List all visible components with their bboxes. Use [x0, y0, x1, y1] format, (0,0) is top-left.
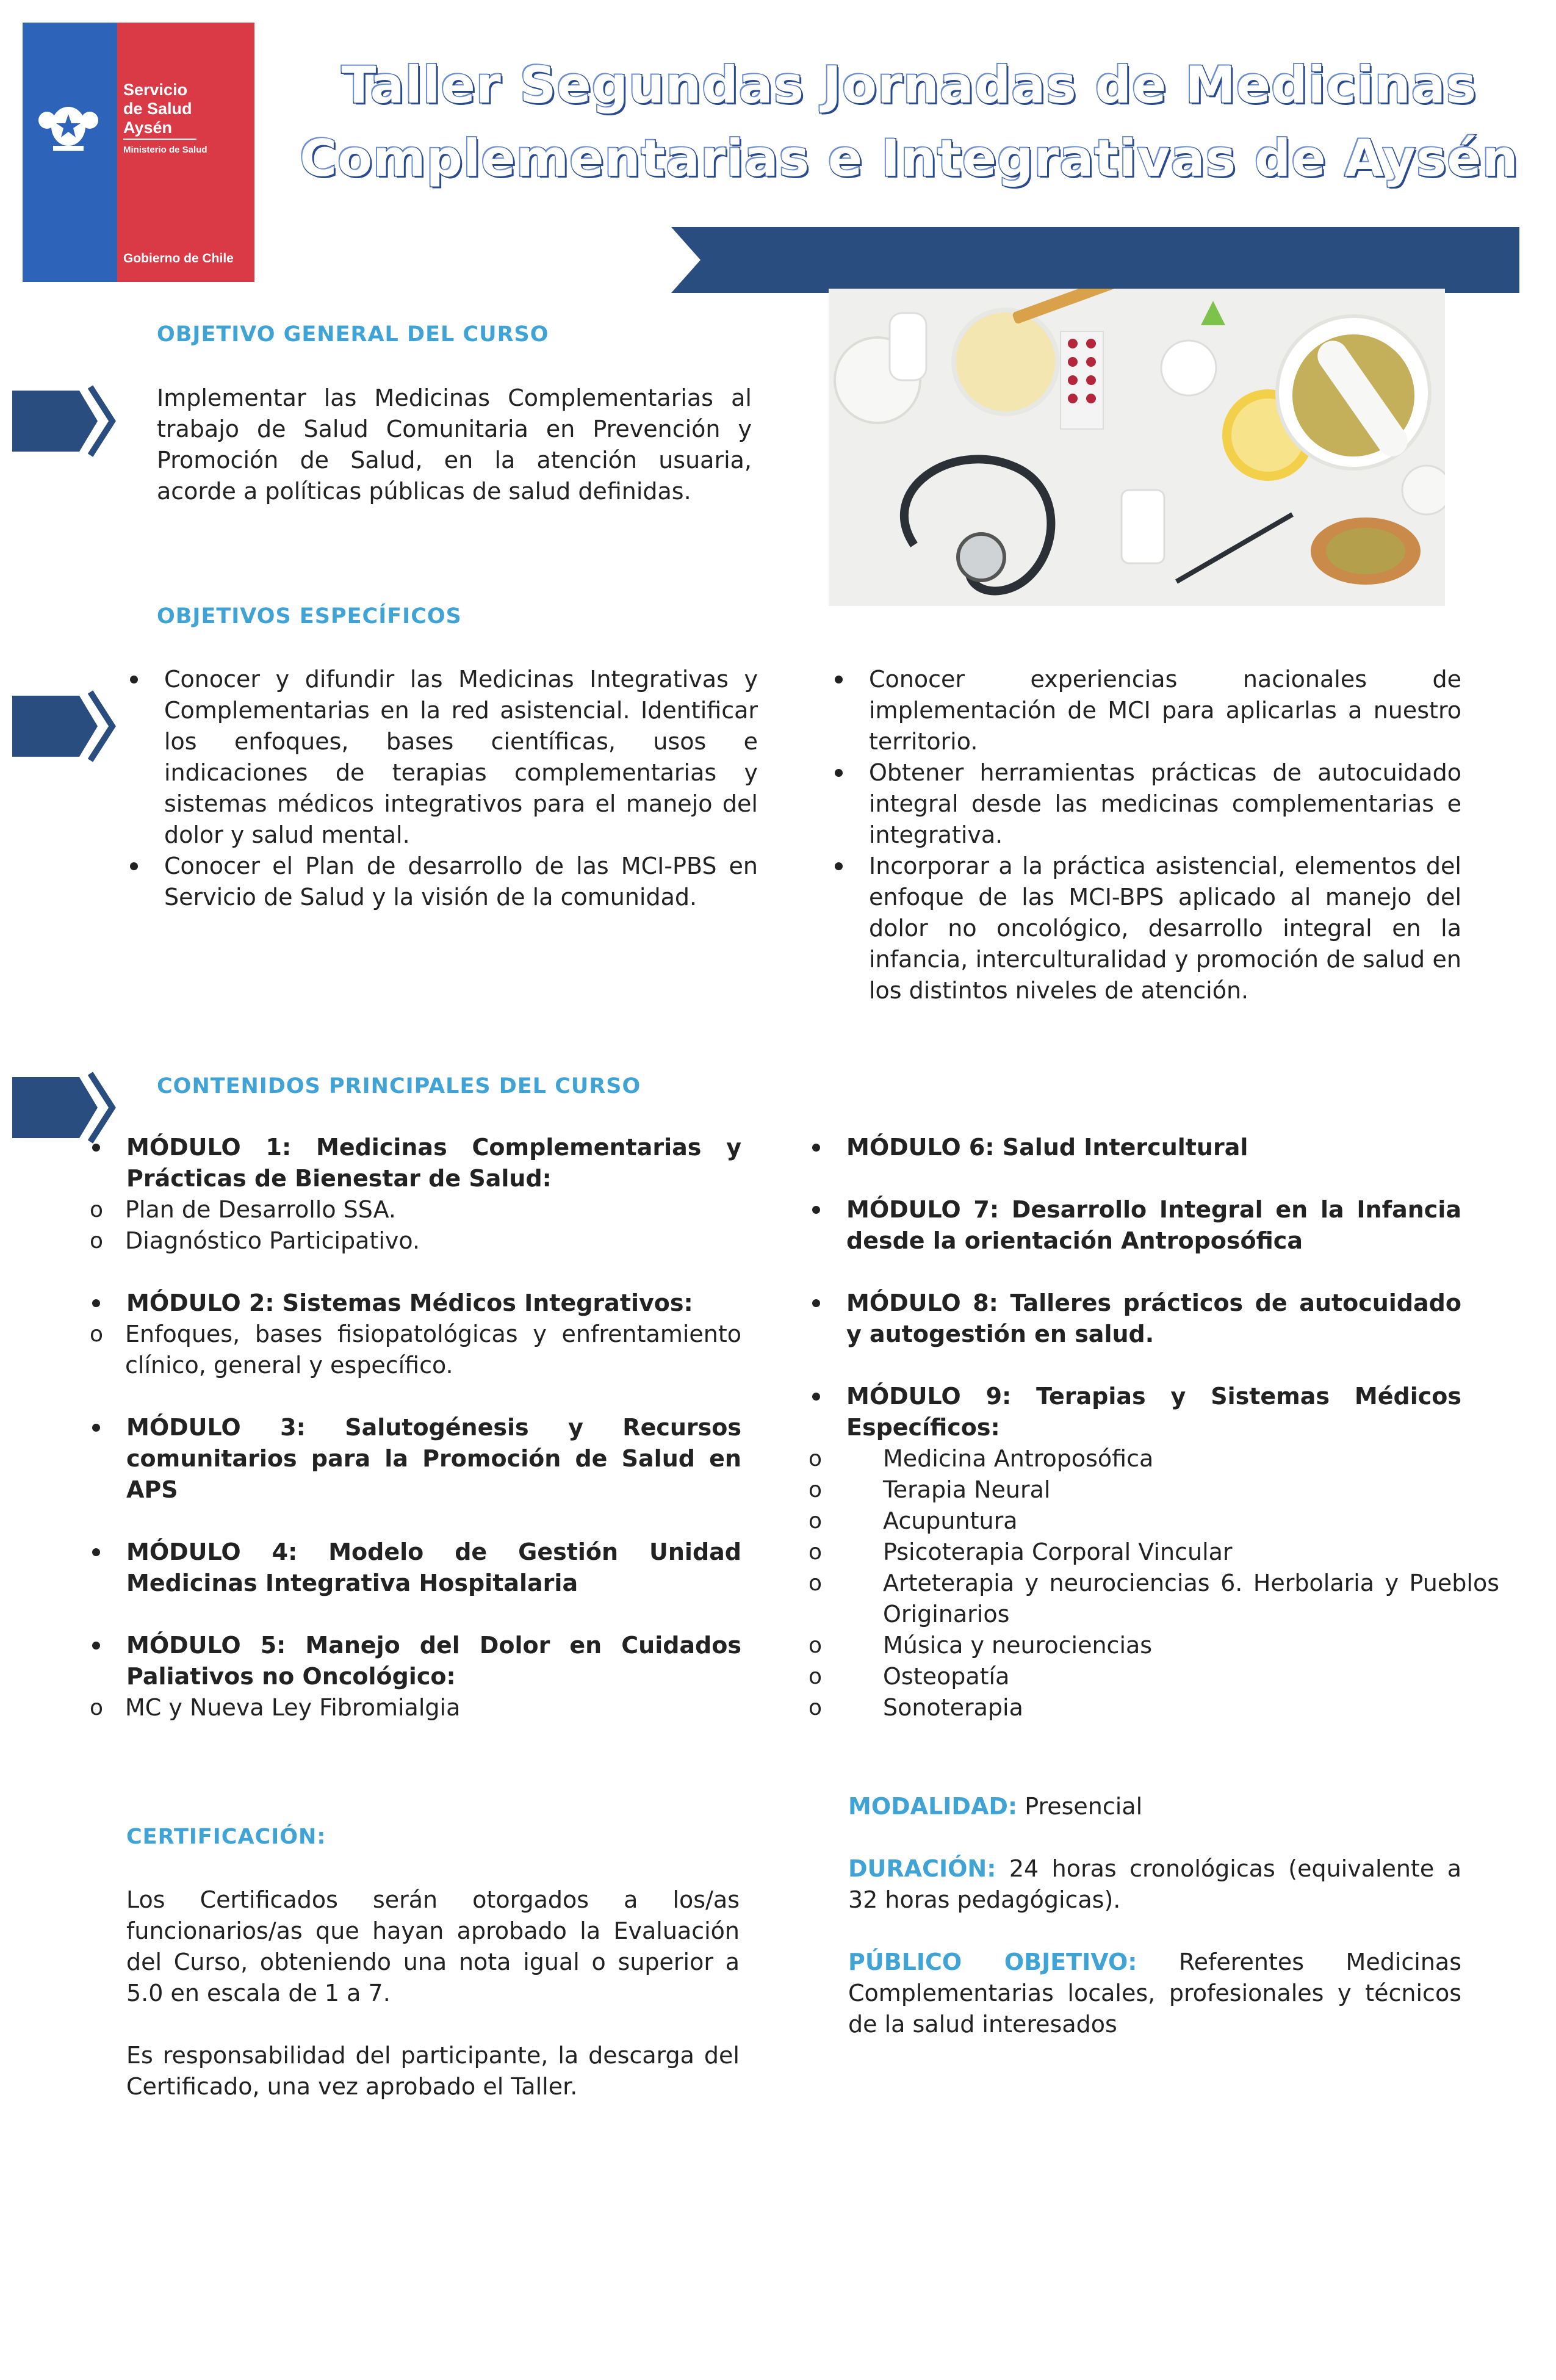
list-item: MÓDULO 4: Modelo de Gestión Unidad Medicinas Integrativa Hospitalaria — [88, 1537, 741, 1599]
modalidad-value: Presencial — [1017, 1793, 1143, 1820]
sub-list-item: o Terapia Neural — [809, 1474, 1499, 1506]
objetivos-especificos-left-list — [126, 664, 758, 913]
list-item: MÓDULO 1: Medicinas Complementarias y Prácticas de Bienestar de Salud: o Plan de Desarrollo SSA. o Diagnóstico Participativo. — [88, 1132, 741, 1257]
sub-list-item: o Psicoterapia Corporal Vincular — [809, 1537, 1499, 1568]
list-item: Obtener herramientas prácticas de autocuidado integral desde las medicinas complementarias e integrativa. — [831, 757, 1461, 851]
contenidos-left-list — [88, 1132, 741, 1723]
list-item: MÓDULO 2: Sistemas Médicos Integrativos: o Enfoques, bases fisiopatológicas y enfrentamiento clínico, general y específico. — [88, 1288, 741, 1381]
sub-list-item: o Arteterapia y neurociencias 6. Herbolaria y Pueblos Originarios — [809, 1568, 1499, 1630]
list-item: MÓDULO 7: Desarrollo Integral en la Infancia desde la orientación Antroposófica — [809, 1194, 1461, 1257]
sub-list-item: o Enfoques, bases fisiopatológicas y enfrentamiento clínico, general y específico. — [88, 1319, 741, 1381]
sub-list-item: o Plan de Desarrollo SSA. — [88, 1194, 741, 1225]
list-item: MÓDULO 3: Salutogénesis y Recursos comunitarios para la Promoción de Salud en APS — [88, 1412, 741, 1506]
list-item: MÓDULO 9: Terapias y Sistemas Médicos Específicos: o Medicina Antroposófica o Terapia Neural o Acupuntura o Psicoterapia Corporal Vincular o Arteterapia y neurociencias 6. Herbolaria y Pueblos Originarios o Música y neurociencias o Osteopatía o Sonoterapia — [809, 1381, 1461, 1723]
page-title: Taller Segundas Jornadas de Medicinas Complementarias e Integrativas de Aysén — [300, 56, 1519, 188]
duracion-label: DURACIÓN: — [848, 1855, 996, 1882]
list-item: MÓDULO 5: Manejo del Dolor en Cuidados Paliativos no Oncológico: o MC y Nueva Ley Fibromialgia — [88, 1630, 741, 1723]
objetivo-general-text: Implementar las Medicinas Complementarias al trabajo de Salud Comunitaria en Prevención y Promoción de Salud, en la atención usuaria, acorde a políticas públicas de salud definidas. — [157, 384, 752, 505]
contenidos-heading: CONTENIDOS PRINCIPALES DEL CURSO — [157, 1074, 641, 1098]
sub-list-item: o Diagnóstico Participativo. — [88, 1225, 741, 1257]
objetivos-especificos-right-list — [831, 664, 1461, 1006]
list-item: Conocer el Plan de desarrollo de las MCI-PBS en Servicio de Salud y la visión de la comunidad. — [126, 851, 758, 913]
sub-list-item: o MC y Nueva Ley Fibromialgia — [88, 1692, 741, 1723]
contenidos-right-list — [809, 1132, 1499, 1723]
certificacion-heading: CERTIFICACIÓN: — [126, 1825, 326, 1849]
sub-list-item: o Medicina Antroposófica — [809, 1443, 1499, 1474]
modalidad-label: MODALIDAD: — [848, 1793, 1018, 1820]
sub-list-item: o Sonoterapia — [809, 1692, 1499, 1723]
duracion — [848, 1853, 1461, 1916]
objetivo-general-heading: OBJETIVO GENERAL DEL CURSO — [157, 322, 549, 347]
chile-coat-of-arms-icon — [35, 90, 102, 157]
list-item: Incorporar a la práctica asistencial, elementos del enfoque de las MCI-BPS aplicado al manejo del dolor no oncológico, desarrollo integral en la infancia, interculturalidad y promoción de salud en los distintos niveles de atención. — [831, 851, 1461, 1006]
list-item: Conocer experiencias nacionales de implementación de MCI para aplicarlas a nuestro territorio. — [831, 664, 1461, 757]
publico-objetivo — [848, 1947, 1461, 2040]
certificacion-text-1: Los Certificados serán otorgados a los/as funcionarios/as que hayan aprobado la Evaluación del Curso, obteniendo una nota igual o superior a 5.0 en escala de 1 a 7. — [126, 1886, 740, 2007]
duracion-value: 24 horas cronológicas (equivalente a 32 horas pedagógicas). — [848, 1855, 1461, 1913]
modalidad — [848, 1791, 1461, 1822]
section-arrow-icon — [12, 384, 116, 458]
section-arrow-icon — [12, 690, 116, 763]
logo-ministry: Ministerio de Salud — [123, 145, 207, 155]
list-item: MÓDULO 6: Salud Intercultural — [809, 1132, 1461, 1163]
logo-name: Servicio de Salud Aysén — [123, 81, 192, 137]
objetivos-especificos-heading: OBJETIVOS ESPECÍFICOS — [157, 604, 462, 629]
list-item: Conocer y difundir las Medicinas Integrativas y Complementarias en la red asistencial. Identificar los enfoques, bases científicas, usos e indicaciones de terapias complementarias y sistemas médicos integrativos para el manejo del dolor y salud mental. — [126, 664, 758, 851]
certificacion-text-2: Es responsabilidad del participante, la descarga del Certificado, una vez aprobado el Taller. — [126, 2042, 740, 2100]
sub-list-item: o Acupuntura — [809, 1506, 1499, 1537]
sub-list-item: o Música y neurociencias — [809, 1630, 1499, 1661]
medicine-herbs-photo — [829, 289, 1445, 606]
servicio-salud-logo — [23, 23, 254, 282]
publico-label: PÚBLICO OBJETIVO: — [848, 1949, 1137, 1975]
list-item: MÓDULO 8: Talleres prácticos de autocuidado y autogestión en salud. — [809, 1288, 1461, 1350]
title-banner — [671, 227, 1519, 293]
sub-list-item: o Osteopatía — [809, 1661, 1499, 1692]
publico-value: Referentes Medicinas Complementarias locales, profesionales y técnicos de la salud interesados — [848, 1949, 1462, 2038]
logo-government: Gobierno de Chile — [123, 251, 234, 265]
